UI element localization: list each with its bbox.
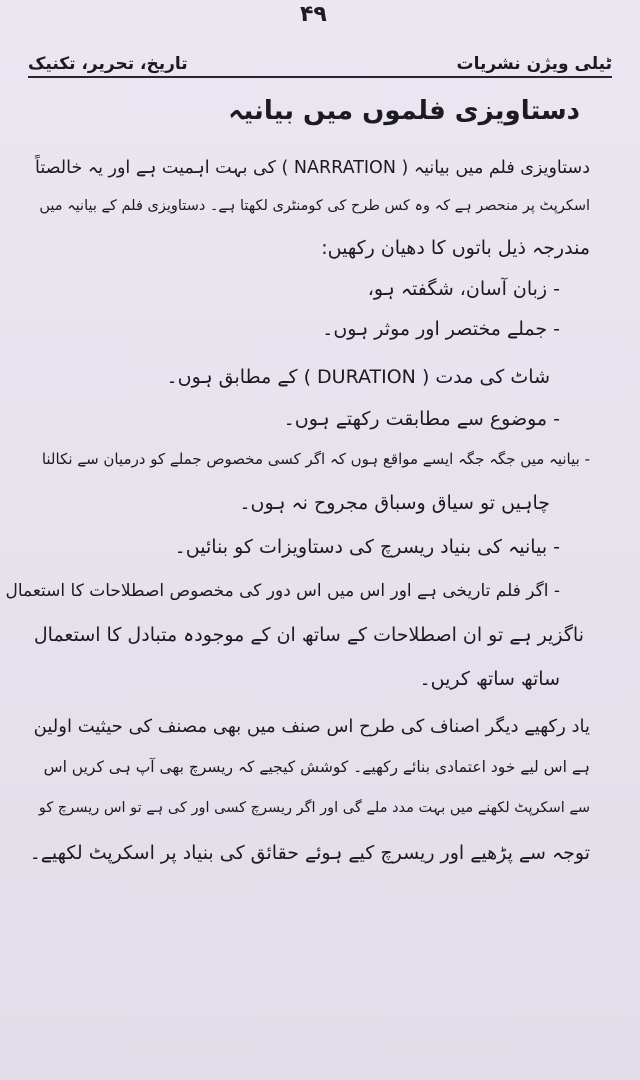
list-item-1: - زبان آسان، شگفتہ ہو،: [367, 278, 560, 300]
list-item-7: - اگر فلم تاریخی ہے اور اس میں اس دور کی مخصوص اصطلاحات کا استعمال: [5, 581, 560, 601]
section-title: دستاویزی فلموں میں بیانیہ: [228, 96, 580, 126]
list-item-5: - بیانیہ میں جگہ جگہ ایسے مواقع ہوں کہ اگر کسی مخصوص جملے کو درمیان سے نکالنا: [41, 450, 590, 468]
list-item-7-cont: ناگزیر ہے تو ان اصطلاحات کے ساتھ ان کے موجودہ متبادل کا استعمال: [33, 624, 584, 646]
paragraph2-line-3: سے اسکرپٹ لکھنے میں بہت مدد ملے گی اور اگر ریسرچ کسی اور کی ہے تو اس ریسرچ کو: [38, 800, 590, 816]
list-item-7-end: ساتھ ساتھ کریں۔: [419, 668, 560, 690]
running-header: [28, 28, 612, 74]
paragraph2-line-2: ہے اس لیے خود اعتمادی بنائے رکھیے۔ کوشش کیجیے کہ ریسرچ بھی آپ ہی کریں اس: [43, 758, 590, 776]
paragraph-line-3: مندرجہ ذیل باتوں کا دھیان رکھیں:: [321, 237, 590, 259]
list-item-6: - بیانیہ کی بنیاد ریسرچ کی دستاویزات کو بنائیں۔: [174, 536, 560, 558]
header-subtitle: تاریخ، تحریر، تکنیک: [28, 54, 188, 74]
paragraph-line-2: اسکرپٹ پر منحصر ہے کہ وہ کس طرح کی کومنٹری لکھتا ہے۔ دستاویزی فلم کے بیانیہ میں: [39, 198, 590, 214]
header-title: ٹیلی ویژن نشریات: [456, 54, 612, 74]
paragraph2-line-1: یاد رکھیے دیگر اصناف کی طرح اس صنف میں بھی مصنف کی حیثیت اولین: [33, 716, 590, 737]
list-item-4: - موضوع سے مطابقت رکھتے ہوں۔: [283, 408, 560, 430]
paragraph-line-1: دستاویزی فلم میں بیانیہ ( NARRATION ) کی بہت اہمیت ہے اور یہ خالصتاً: [35, 158, 590, 178]
list-item-5-cont: چاہیں تو سیاق وسباق مجروح نہ ہوں۔: [239, 492, 550, 514]
page-number: ۴۹: [300, 2, 327, 27]
paragraph2-line-4: توجہ سے پڑھیے اور ریسرچ کیے ہوئے حقائق کی بنیاد پر اسکرپٹ لکھیے۔: [29, 842, 590, 864]
header-rule: [28, 76, 612, 78]
list-item-3: شاٹ کی مدت ( DURATION ) کے مطابق ہوں۔: [166, 366, 550, 388]
list-item-2: - جملے مختصر اور موثر ہوں۔: [322, 318, 560, 340]
